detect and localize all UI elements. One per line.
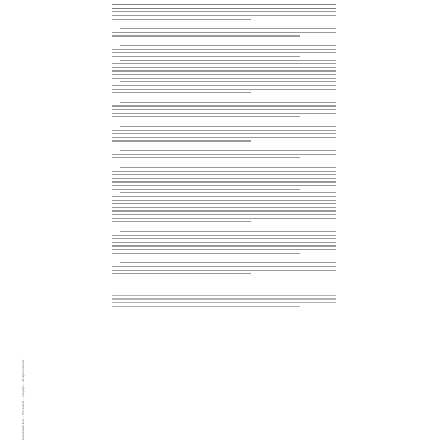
text-column — [112, 4, 336, 309]
paragraph-6 — [112, 150, 336, 158]
paragraph-8 — [112, 231, 336, 254]
margin-note — [16, 300, 28, 440]
paragraph-5 — [112, 126, 336, 142]
paragraph-9 — [112, 262, 336, 274]
paragraph-1 — [112, 4, 336, 20]
margin-note-text: Downloaded from ... The Journal ... Copyright ... All rights reserved. — [22, 359, 25, 440]
paragraph-7 — [112, 167, 336, 223]
paragraph-3 — [112, 45, 336, 93]
paragraph-4 — [112, 102, 336, 118]
footnotes — [112, 295, 336, 307]
paragraph-2 — [112, 28, 336, 36]
